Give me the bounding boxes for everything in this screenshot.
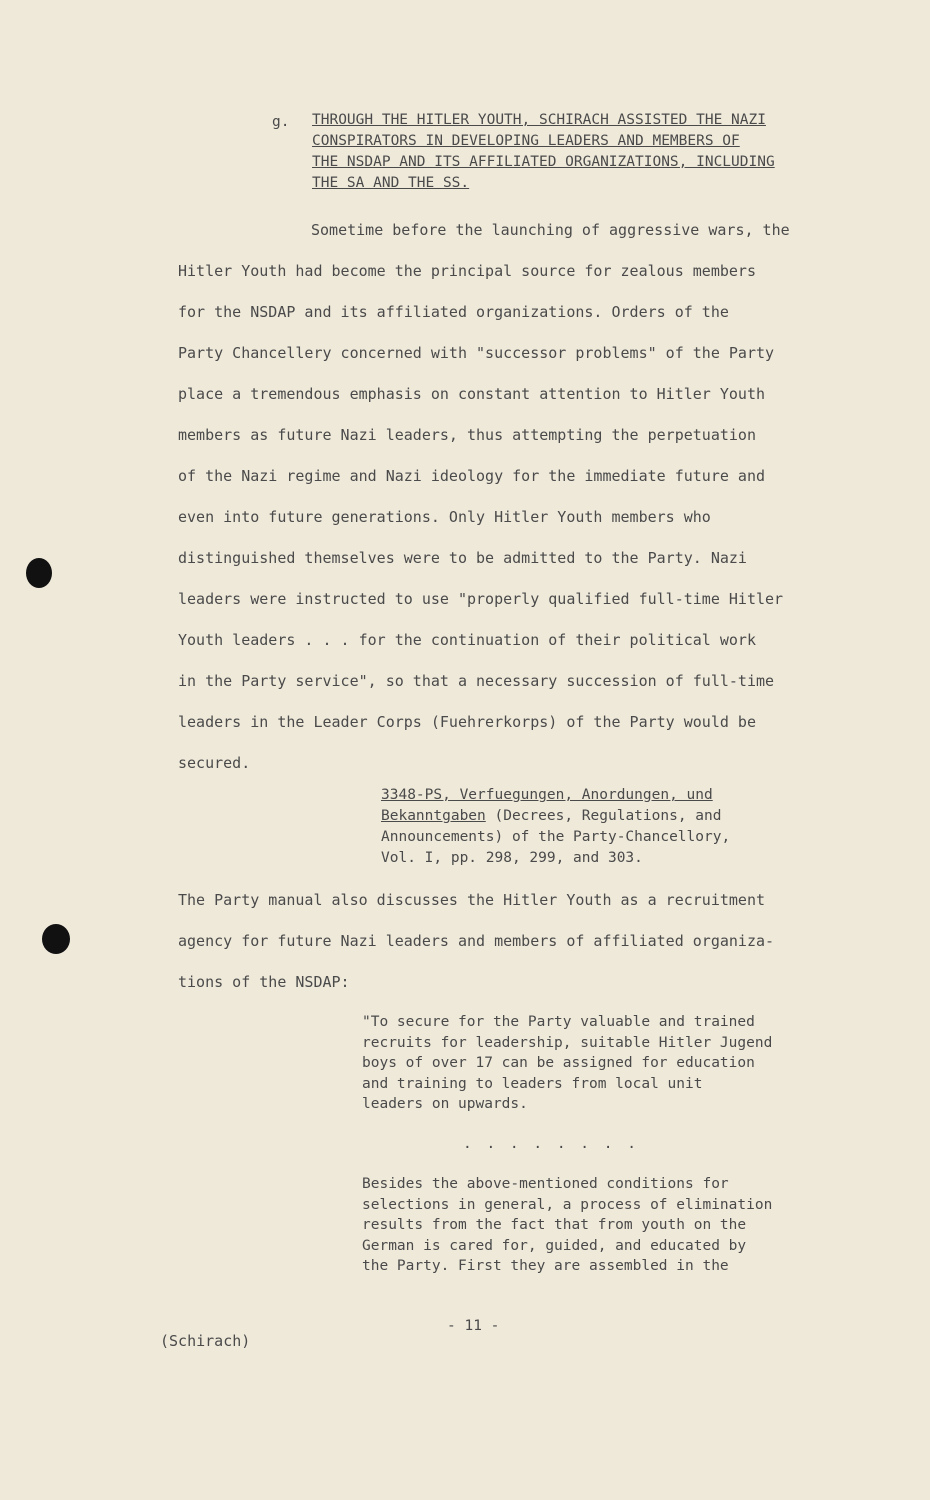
section-marker: g.	[272, 114, 290, 130]
paragraph-line: even into future generations. Only Hitler Youth members who	[178, 508, 711, 526]
quote-line: "To secure for the Party valuable and trained	[362, 1014, 755, 1030]
citation-line: 3348-PS, Verfuegungen, Anordungen, und	[381, 787, 713, 803]
citation-title: Bekanntgaben	[381, 808, 486, 824]
quote-line: boys of over 17 can be assigned for education	[362, 1055, 755, 1071]
citation-line: Vol. I, pp. 298, 299, and 303.	[381, 850, 643, 866]
binder-hole-top	[26, 558, 52, 588]
paragraph-line: distinguished themselves were to be admitted to the Party. Nazi	[178, 549, 747, 567]
footer-label: (Schirach)	[160, 1332, 251, 1350]
paragraph-line: for the NSDAP and its affiliated organizations. Orders of the	[178, 303, 729, 321]
paragraph-line: Hitler Youth had become the principal source for zealous members	[178, 262, 756, 280]
block-quote-1	[362, 1012, 772, 1115]
heading-line: CONSPIRATORS IN DEVELOPING LEADERS AND MEMBERS OF	[312, 133, 740, 149]
paragraph-2	[178, 880, 828, 1003]
paragraph-line: members as future Nazi leaders, thus attempting the perpetuation	[178, 426, 756, 444]
block-quote-2	[362, 1174, 772, 1277]
paragraph-line: in the Party service", so that a necessary succession of full-time	[178, 672, 775, 690]
page-number: - 11 -	[447, 1318, 500, 1334]
quote-line: the Party. First they are assembled in the	[362, 1258, 729, 1274]
paragraph-line: secured.	[178, 754, 251, 772]
quote-line: leaders on upwards.	[362, 1096, 528, 1112]
quote-line: and training to leaders from local unit	[362, 1075, 703, 1092]
quote-line: results from the fact that from youth on the	[362, 1217, 747, 1233]
paragraph-line: of the Nazi regime and Nazi ideology for the immediate future and	[178, 467, 765, 485]
heading-line: THROUGH THE HITLER YOUTH, SCHIRACH ASSISTED THE NAZI	[312, 112, 766, 128]
quote-line: German is cared for, guided, and educated by	[362, 1237, 747, 1254]
paragraph-line: tions of the NSDAP:	[178, 973, 350, 991]
quote-line: recruits for leadership, suitable Hitler Jugend	[362, 1034, 773, 1051]
source-citation	[381, 785, 730, 869]
paragraph-line: place a tremendous emphasis on constant attention to Hitler Youth	[178, 385, 765, 403]
paragraph-line: leaders were instructed to use "properly qualified full-time Hitler	[178, 590, 784, 608]
paragraph-line: leaders in the Leader Corps (Fuehrerkorps) of the Party would be	[178, 713, 756, 731]
paragraph-line: agency for future Nazi leaders and members of affiliated organiza-	[178, 932, 775, 950]
heading-line: THE NSDAP AND ITS AFFILIATED ORGANIZATIONS, INCLUDING	[312, 154, 775, 170]
paragraph-line: Sometime before the launching of aggressive wars, the	[311, 221, 790, 239]
paragraph-line: Youth leaders . . . for the continuation of their political work	[178, 631, 756, 649]
binder-hole-bottom	[42, 924, 70, 954]
paragraph-1	[178, 210, 828, 784]
heading-line: THE SA AND THE SS.	[312, 175, 470, 191]
paragraph-line: The Party manual also discusses the Hitler Youth as a recruitment	[178, 891, 765, 909]
citation-line: (Decrees, Regulations, and	[485, 808, 722, 824]
paragraph-line: Party Chancellery concerned with "successor problems" of the Party	[178, 344, 775, 362]
citation-line: Announcements) of the Party-Chancellory,	[381, 829, 731, 845]
ellipsis-separator: . . . . . . . .	[463, 1136, 639, 1152]
quote-line: selections in general, a process of elimination	[362, 1196, 773, 1213]
quote-line: Besides the above-mentioned conditions for	[362, 1176, 729, 1192]
